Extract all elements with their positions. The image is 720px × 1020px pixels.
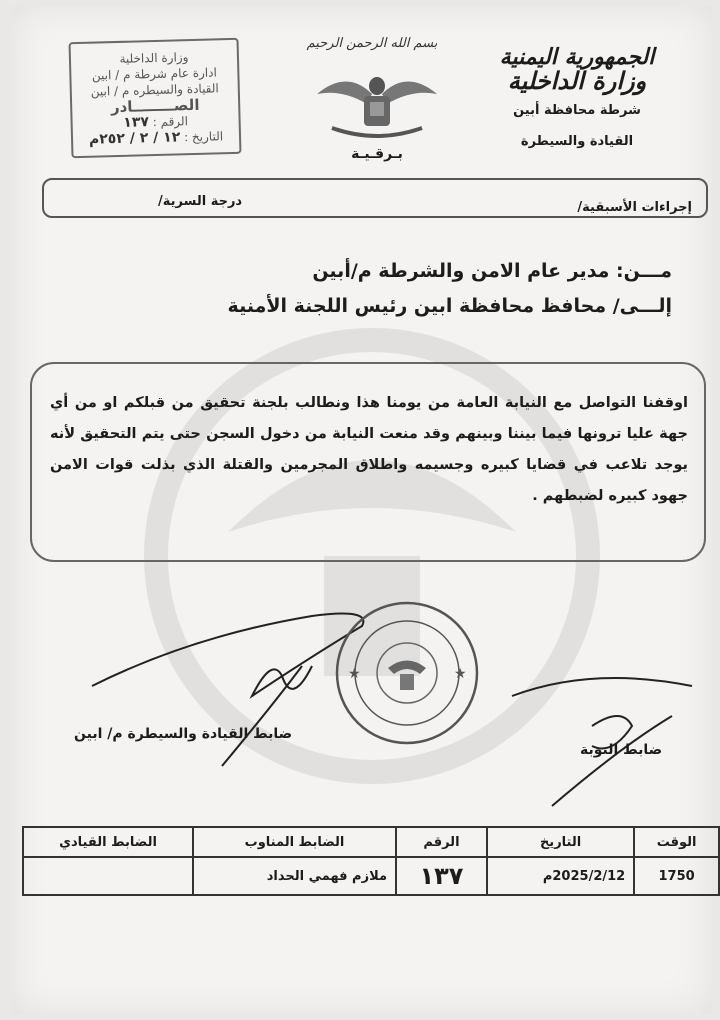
header-command-officer: الضابط القيادي	[23, 827, 193, 857]
header-number: الرقم	[396, 827, 487, 857]
classification-bar	[42, 178, 708, 218]
cell-number: ١٣٧	[396, 857, 487, 895]
stamp-number-value: ١٣٧	[123, 114, 150, 131]
header-time: الوقت	[634, 827, 719, 857]
right-signature	[492, 656, 712, 816]
secrecy-level: درجة السرية/	[158, 194, 243, 209]
right-signatory-title: ضابط النوبة	[580, 742, 663, 758]
document-page	[12, 6, 712, 1014]
republic-name: الجمهورية اليمنية	[499, 44, 655, 70]
stamp-number-label: الرقم :	[152, 114, 189, 130]
stamp-command: القيادة والسيطره م / ابين	[90, 81, 219, 99]
header-duty-officer: الضابط المناوب	[193, 827, 396, 857]
yemen-eagle-emblem-icon	[312, 64, 442, 146]
stamp-department: ادارة عام شرطة م / ابين	[91, 65, 218, 83]
letterhead	[472, 44, 682, 149]
svg-text:★: ★	[348, 666, 361, 682]
message-body: اوقفنا التواصل مع النيابة العامة من يومنا هذا ونطالب بلجنة تحقيق من قبلكم او من أي جهة عليا ترونها فيما بيننا وبينهم وقد منعت النيابة من دخول السجن حتى يتم التحقيق لأنه يوجد تلاعب في قضايا كبيره وجسيمه واطلاق المجرمين والقتلة الذي بذلت قوات الامن جهود كبيره لضبطهم .	[30, 362, 706, 562]
cell-command-officer	[23, 857, 193, 895]
basmala: بسم الله الرحمن الرحيم	[306, 36, 438, 51]
outgoing-register-stamp	[69, 38, 242, 158]
table-header-row	[23, 827, 719, 857]
left-signatory-title: ضابط القيادة والسيطرة م/ ابين	[74, 726, 293, 742]
priority-procedures: إجراءات الأسبقية/	[577, 200, 692, 215]
police-name: شرطة محافظة أبين	[513, 103, 641, 118]
cell-time: 1750	[634, 857, 719, 895]
official-seal	[328, 598, 486, 748]
header-date: التاريخ	[487, 827, 634, 857]
cell-duty-officer: ملازم فهمي الحداد	[193, 857, 396, 895]
cell-date: 2025/2/12م	[487, 857, 634, 895]
to-line: إلـــى/ محافظ محافظة ابين رئيس اللجنة الأمنية	[227, 295, 672, 317]
stamp-date-label: التاريخ :	[183, 129, 224, 145]
from-line: مـــن: مدير عام الامن والشرطة م/أبين	[312, 260, 672, 282]
svg-text:★: ★	[454, 666, 467, 682]
table-row	[23, 857, 719, 895]
command-name: القيادة والسيطرة	[520, 134, 634, 149]
ministry-name: وزارة الداخلية	[507, 66, 647, 95]
dispatch-log-table	[22, 826, 720, 896]
stamp-title: الصــــــــادر	[110, 95, 200, 117]
stamp-date-value: ١٢ / ٢ / ٢٥٢م	[88, 129, 181, 148]
telegram-title: بـرقـيـة	[351, 146, 403, 162]
stamp-ministry: وزارة الداخلية	[119, 50, 189, 66]
